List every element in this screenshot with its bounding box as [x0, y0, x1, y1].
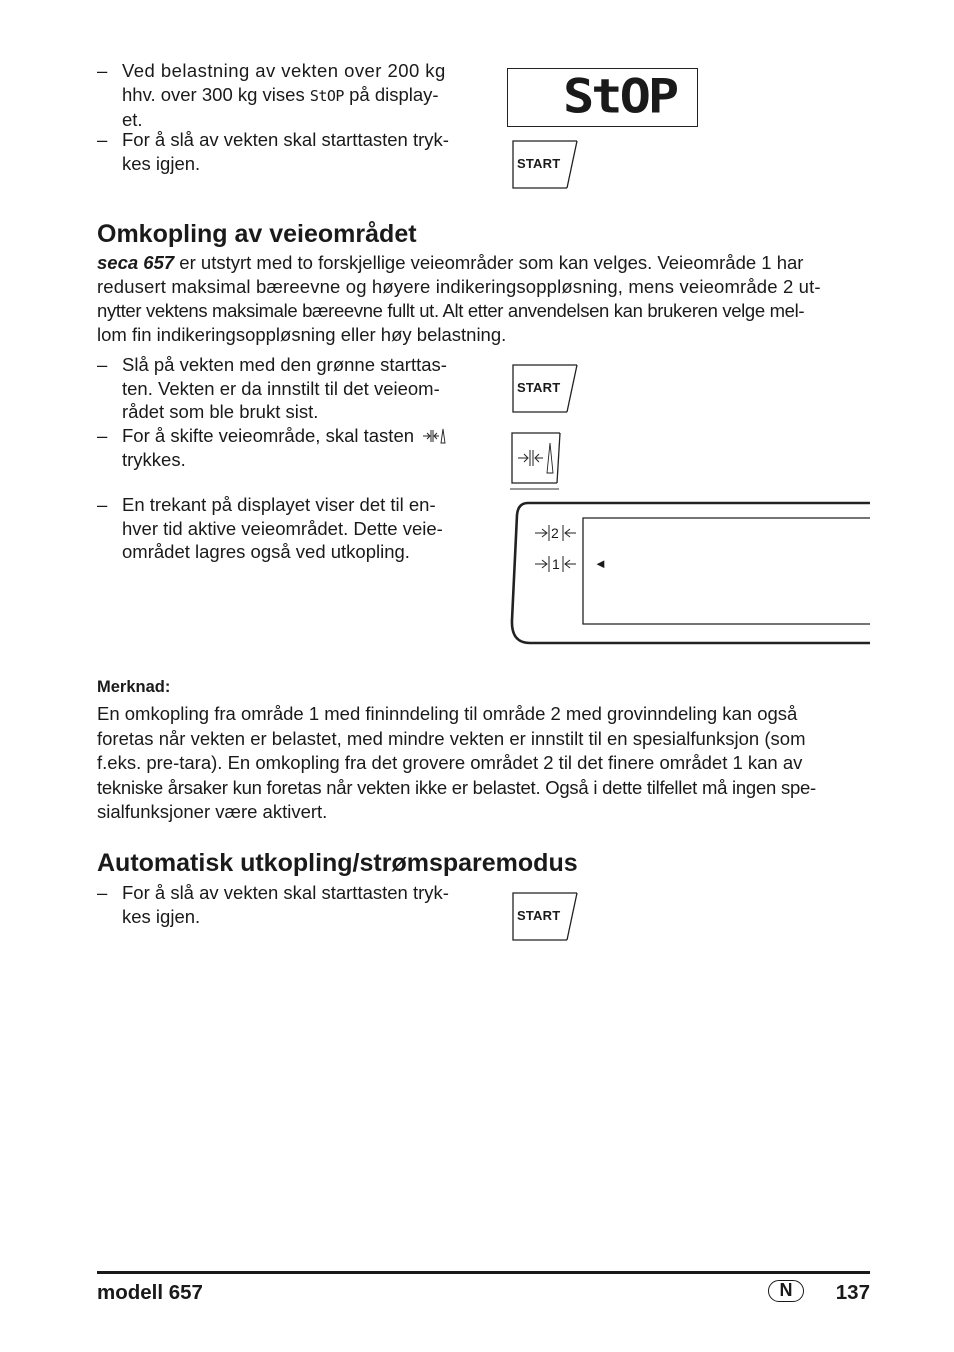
bullet-line: hhv. over 300 kg vises StOP på display-	[122, 83, 439, 105]
section-intro	[97, 251, 870, 347]
bullet-dash: –	[97, 60, 108, 81]
bullet-line: For å skifte veieområde, skal tasten	[122, 424, 446, 448]
start-button[interactable]	[512, 140, 578, 190]
start-button-label: START	[517, 908, 561, 923]
bullet-line: området lagres også ved utkopling.	[122, 541, 410, 562]
bullet-line: En trekant på displayet viser det til en-	[122, 494, 436, 515]
range-display	[510, 500, 871, 646]
range-2-label: 2	[551, 525, 559, 541]
note-line: En omkopling fra område 1 med fininndeling til område 2 med grovinndeling kan også	[97, 703, 798, 724]
start-button-label: START	[517, 156, 561, 171]
footer-rule	[97, 1271, 870, 1274]
intro-line: seca 657 er utstyrt med to forskjellige veieområder som kan velges. Veieområde 1 har	[97, 252, 804, 273]
stop-display-text: StOP	[563, 70, 677, 124]
brand-name: seca 657	[97, 252, 175, 273]
bullet-line: ten. Vekten er da innstilt til det veieom-	[122, 377, 440, 399]
bullet-line: kes igjen.	[122, 905, 201, 927]
bullet-dash: –	[97, 354, 108, 375]
start-button-label: START	[517, 380, 561, 395]
language-badge	[768, 1280, 804, 1302]
bullet-dash: –	[97, 494, 108, 515]
section-heading-range: Omkopling av veieområdet	[97, 220, 417, 248]
stop-inline-glyph: StOP	[309, 86, 344, 105]
note-body	[97, 702, 870, 825]
range-switch-inline-icon	[422, 427, 446, 445]
bullet-line: kes igjen.	[122, 152, 201, 174]
note-title: Merknad:	[97, 678, 171, 696]
bullet-line: For å slå av vekten skal starttasten tryk-	[122, 882, 449, 903]
bullet-line: rådet som ble brukt sist.	[122, 401, 319, 422]
language-badge-label: N	[779, 1280, 793, 1300]
note-line: sialfunksjoner være aktivert.	[97, 801, 328, 822]
bullet-line: Slå på vekten med den grønne starttas-	[122, 354, 447, 375]
note-line: foretas når vekten er belastet, med mindre vekten er innstilt til en spesialfunksjon (som	[97, 727, 806, 749]
bullet-line: hver tid aktive veieområdet. Dette veie-	[122, 517, 443, 539]
bullet-dash: –	[97, 129, 108, 150]
bullet-line: trykkes.	[122, 448, 186, 470]
footer-model: modell 657	[97, 1281, 203, 1304]
bullet-line: Ved belastning av vekten over 200 kg	[122, 60, 446, 81]
stop-display	[507, 68, 698, 127]
page-number: 137	[835, 1281, 870, 1304]
active-range-triangle: ◄	[594, 556, 607, 571]
range-display-frame	[510, 500, 871, 646]
start-button[interactable]	[512, 364, 578, 414]
intro-line: nytter vektens maksimale bæreevne fullt ut. Alt etter anvendelsen kan brukeren velge mel-	[97, 300, 805, 321]
note-line: tekniske årsaker kun foretas når vekten ikke er belastet. Også i dette tilfellet må ingen spe-	[97, 776, 816, 798]
bullet-line: et.	[122, 109, 143, 130]
note-line: f.eks. pre-tara). En omkopling fra det grovere området 2 til det finere området 1 kan av	[97, 752, 803, 773]
bullet-line: For å slå av vekten skal starttasten tryk-	[122, 129, 449, 150]
start-button[interactable]	[512, 892, 578, 942]
range-1-label: 1	[552, 556, 560, 572]
range-switch-button[interactable]	[510, 432, 562, 492]
bullet-dash: –	[97, 425, 108, 446]
bullet-dash: –	[97, 882, 108, 903]
intro-line: lom fin indikeringsoppløsning eller høy belastning.	[97, 324, 507, 345]
intro-line: redusert maksimal bæreevne og høyere indikeringsoppløsning, mens veieområde 2 ut-	[97, 276, 821, 297]
section-heading-auto-off: Automatisk utkopling/strømsparemodus	[97, 849, 578, 877]
range-switch-icon	[510, 432, 562, 492]
